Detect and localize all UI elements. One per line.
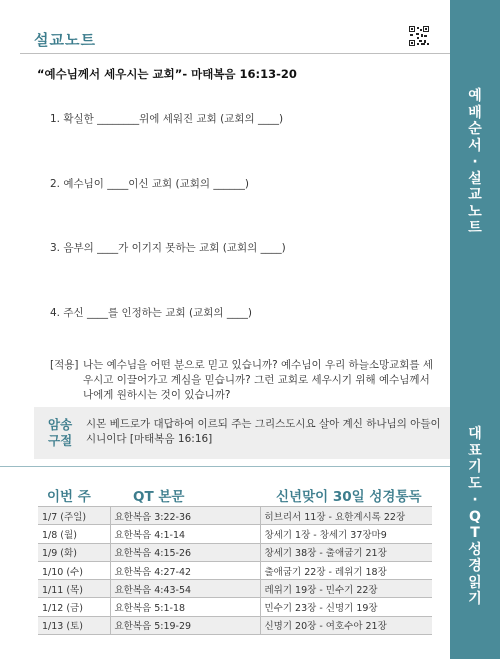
memory-verse-box (34, 407, 450, 459)
sermon-point-3: 3. 음부의 ____가 이기지 못하는 교회 (교회의 ____) (50, 242, 286, 254)
header-this-week: 이번 주 (47, 489, 91, 505)
qt-cell: 요한복음 5:19-29 (110, 616, 260, 634)
sidebar-char: 교 (468, 187, 482, 203)
date-cell: 1/9 (화) (38, 543, 110, 561)
qt-cell: 요한복음 3:22-36 (110, 507, 260, 525)
sidebar-char: 기 (468, 459, 482, 475)
reading-cell: 창세기 1장 - 창세기 37장마9 (260, 525, 432, 543)
reading-cell: 민수기 23장 - 신명기 19장 (260, 598, 432, 616)
date-cell: 1/10 (수) (38, 561, 110, 579)
table-row (38, 580, 432, 598)
header-divider (20, 53, 450, 54)
sidebar-char: 성 (468, 541, 482, 558)
qt-cell: 요한복음 4:43-54 (110, 580, 260, 598)
table-divider (0, 466, 450, 467)
page-title: 설교노트 (34, 31, 96, 49)
header-bible-reading: 신년맞이 30일 성경통독 (276, 489, 422, 505)
qt-cell: 요한복음 4:27-42 (110, 561, 260, 579)
reading-cell: 출애굽기 22장 - 레위기 18장 (260, 561, 432, 579)
apply-section (50, 358, 440, 403)
sidebar-char: 표 (468, 442, 482, 459)
sidebar-char: 읽 (468, 574, 482, 591)
sidebar-char: 순 (468, 121, 482, 137)
sidebar-char: · (472, 492, 478, 508)
table-row (38, 616, 432, 634)
sidebar-char: 예 (468, 88, 482, 104)
apply-label: [적용] (50, 359, 79, 371)
schedule-table (38, 506, 432, 635)
table-row (38, 543, 432, 561)
sidebar-bottom-label (450, 426, 500, 608)
date-cell: 1/12 (금) (38, 598, 110, 616)
sidebar-char: 경 (468, 558, 482, 574)
reading-cell: 레위기 19장 - 민수기 22장 (260, 580, 432, 598)
table-row (38, 525, 432, 543)
sidebar-char: 트 (468, 220, 482, 236)
sidebar-char: 기 (468, 591, 482, 607)
qt-cell: 요한복음 5:1-18 (110, 598, 260, 616)
table-row (38, 598, 432, 616)
sidebar-top-label (450, 88, 500, 237)
memory-verse-text: 시몬 베드로가 대답하여 이르되 주는 그리스도시요 살아 계신 하나님의 아들이시니이다 [마태복음 16:16] (86, 418, 441, 445)
sidebar-char: 서 (468, 137, 482, 154)
date-cell: 1/13 (토) (38, 616, 110, 634)
qt-cell: 요한복음 4:15-26 (110, 543, 260, 561)
memory-verse-label: 암송 구절 (48, 417, 73, 448)
apply-text: 나는 예수님을 어떤 분으로 믿고 있습니까? 예수님이 우리 하늘소망교회를 세우시고 이끌어가고 계심을 믿습니까? 그런 교회로 세우시기 위해 예수님께서 나에게 원하시는 것이 있습니까? (83, 359, 434, 401)
qr-code-icon (409, 26, 429, 46)
date-cell: 1/8 (월) (38, 525, 110, 543)
table-row (38, 507, 432, 525)
sidebar-char: 설 (468, 170, 482, 187)
sidebar-char: T (470, 525, 480, 541)
table-row (38, 561, 432, 579)
sidebar-char: · (472, 154, 478, 170)
sidebar-char: 도 (468, 475, 482, 492)
sidebar-char: 배 (468, 104, 482, 121)
sidebar-char: 대 (468, 426, 482, 442)
sidebar-char: Q (469, 508, 481, 525)
header-qt: QT 본문 (133, 489, 185, 505)
date-cell: 1/7 (주일) (38, 507, 110, 525)
sidebar-char: 노 (468, 203, 482, 220)
sermon-point-1: 1. 확실한 ________위에 세워진 교회 (교회의 ____) (50, 113, 284, 125)
reading-cell: 창세기 38장 - 출애굽기 21장 (260, 543, 432, 561)
sermon-point-4: 4. 주신 ____를 인정하는 교회 (교회의 ____) (50, 307, 252, 319)
qt-cell: 요한복음 4:1-14 (110, 525, 260, 543)
reading-cell: 신명기 20장 - 여호수아 21장 (260, 616, 432, 634)
reading-cell: 히브리서 11장 - 요한계시록 22장 (260, 507, 432, 525)
side-bar (450, 0, 500, 659)
date-cell: 1/11 (목) (38, 580, 110, 598)
sermon-title: “예수님께서 세우시는 교회”- 마태복음 16:13-20 (37, 67, 297, 81)
sermon-point-2: 2. 예수님이 ____이신 교회 (교회의 ______) (50, 178, 249, 190)
